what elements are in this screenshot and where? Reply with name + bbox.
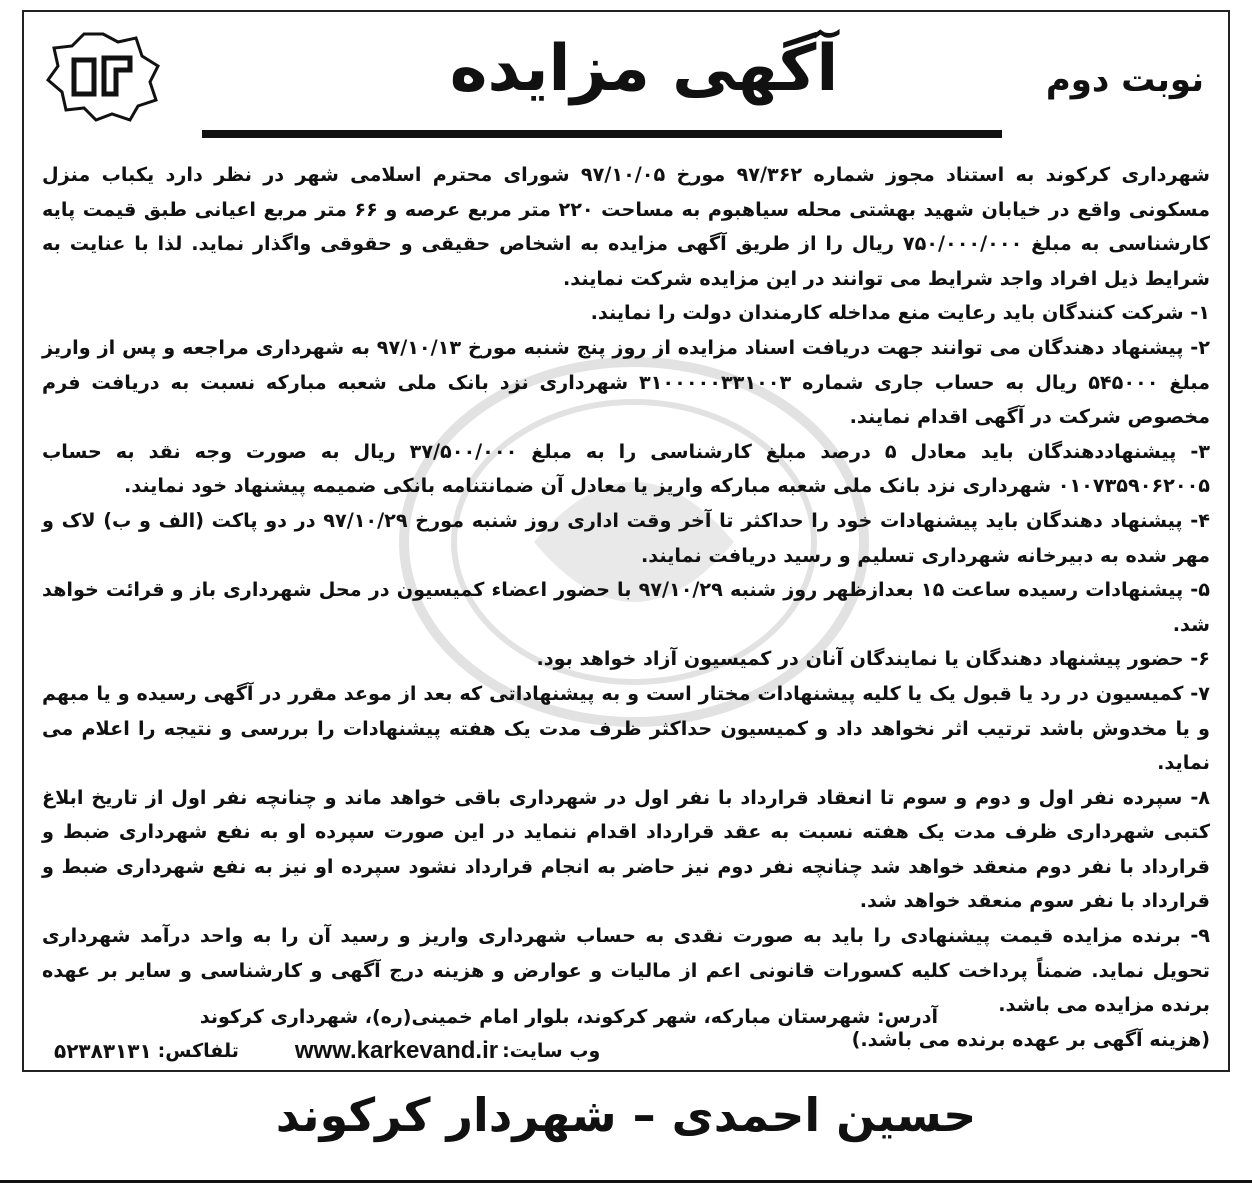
condition-3: ۳- پیشنهاددهندگان باید معادل ۵ درصد مبلغ کارشناسی را به مبلغ ۳۷/۵۰۰/۰۰۰ ریال به صورت وجه نقد به حساب ۰۱۰۷۳۵۹۰۶۲۰۰۵ شهرداری نزد بانک ملی شعبه مبارکه واریز یا معادل آن ضمانتنامه بانکی ضمیمه پیشنهاد خود نمایند. bbox=[42, 439, 1211, 498]
web-fax-line bbox=[54, 1034, 1198, 1068]
condition-6: ۶- حضور پیشنهاد دهندگان یا نمایندگان آنان در کمیسیون آزاد خواهد بود. bbox=[536, 647, 1210, 671]
title-divider bbox=[202, 130, 1002, 138]
address-line: آدرس: شهرستان مبارکه، شهر کرکوند، بلوار امام خمینی(ره)، شهرداری کرکوند bbox=[199, 1006, 938, 1028]
website-link[interactable]: www.karkevand.ir bbox=[294, 1037, 499, 1064]
fax-label: تلفاکس: bbox=[157, 1040, 239, 1062]
condition-1: ۱- شرکت کنندگان باید رعایت منع مداخله کارمندان دولت را نمایند. bbox=[590, 301, 1210, 325]
round-label: نوبت دوم bbox=[1045, 60, 1204, 100]
fax-number: ۵۲۳۸۳۱۳۱ bbox=[54, 1039, 152, 1063]
website-label: وب سایت: bbox=[502, 1040, 601, 1062]
bottom-divider bbox=[0, 1180, 1252, 1183]
condition-4: ۴- پیشنهاد دهندگان باید پیشنهادات خود را حداکثر تا آخر وقت اداری روز شنبه مورخ ۹۷/۱۰/۲۹ در دو پاکت (الف و ب) لاک و مهر شده به دبیرخانه شهرداری تسلیم و رسید دریافت نمایند. bbox=[42, 508, 1210, 567]
notice-frame bbox=[22, 10, 1230, 1072]
condition-5: ۵- پیشنهادات رسیده ساعت ۱۵ بعدازظهر روز شنبه ۹۷/۱۰/۲۹ با حضور اعضاء کمیسیون در محل شهرداری باز و قرائت خواهد شد. bbox=[42, 578, 1210, 636]
intro-paragraph: شهرداری کرکوند به استناد مجوز شماره ۹۷/۳۶۲ مورخ ۹۷/۱۰/۰۵ شورای محترم اسلامی شهر در نظر دارد یکباب منزل مسکونی واقع در خیابان شهید بهشتی محله سیاهبوم به مساحت ۲۲۰ متر مربع عرصه و ۶۶ متر مربع اعیانی طبق قیمت پایه کارشناسی به مبلغ ۷۵۰/۰۰۰/۰۰۰ ریال را از طریق آگهی مزایده به اشخاص حقیقی و حقوقی واگذار نماید. لذا با عنایت به شرایط ذیل افراد واجد شرایط می توانند در این مزایده شرکت نمایند. bbox=[42, 163, 1211, 290]
condition-8: ۸- سپرده نفر اول و دوم و سوم تا انعقاد قرارداد با نفر اول در شهرداری باقی خواهد ماند و چنانچه نفر اول از تاریخ ابلاغ کتبی شهرداری ظرف مدت یک هفته نسبت به عقد قرارداد اقدام ننماید در این صورت سپرده او به نفع شهرداری ضبط و قرارداد با نفر دوم منعقد خواهد شد چنانچه نفر دوم نیز حاضر به انجام قرارداد نشود سپرده او نیز به نفع شهرداری ضبط و قرارداد با نفر سوم منعقد خواهد شد. bbox=[42, 785, 1210, 913]
condition-9: ۹- برنده مزایده قیمت پیشنهادی را باید به صورت نقدی به حساب شهرداری واریز و رسید آن را به واحد درآمد شهرداری تحویل نماید. ضمناً پرداخت کلیه کسورات قانونی اعم از مالیات و عوارض و هزینه درج آگهی و کارشناسی و سایر بر عهده برنده مزایده می باشد. bbox=[42, 924, 1210, 1017]
condition-2: ۲- پیشنهاد دهندگان می توانند جهت دریافت اسناد مزایده از روز پنج شنبه مورخ ۹۷/۱۰/۱۳ به شهرداری مراجعه و پس از واریز مبلغ ۵۴۵۰۰۰ ریال به حساب جاری شماره ۳۱۰۰۰۰۰۳۳۱۰۰۳ شهرداری نزد بانک ملی شعبه مبارکه نسبت به دریافت فرم مخصوص شرکت در آگهی اقدام نمایند. bbox=[42, 335, 1210, 429]
municipality-logo-icon bbox=[44, 30, 162, 122]
notice-body bbox=[42, 158, 1210, 1057]
notice-title: آگهی مزایده bbox=[449, 32, 839, 106]
contact-info bbox=[54, 1000, 1198, 1068]
condition-7: ۷- کمیسیون در رد یا قبول یک یا کلیه پیشنهادات مختار است و به پیشنهاداتی که بعد از موعد مقرر در آگهی رسیده و یا مبهم و یا مخدوش باشد ترتیب اثر نخواهد داد و کمیسیون حداکثر ظرف مدت یک هفته پیشنهادات را بررسی و نتیجه را اعلام می نماید. bbox=[42, 681, 1210, 775]
cost-note: (هزینه آگهی بر عهده برنده می باشد.) bbox=[851, 1027, 1210, 1051]
mayor-signature: حسین احمدی – شهردار کرکوند bbox=[275, 1088, 977, 1142]
notice-header bbox=[24, 12, 1228, 152]
